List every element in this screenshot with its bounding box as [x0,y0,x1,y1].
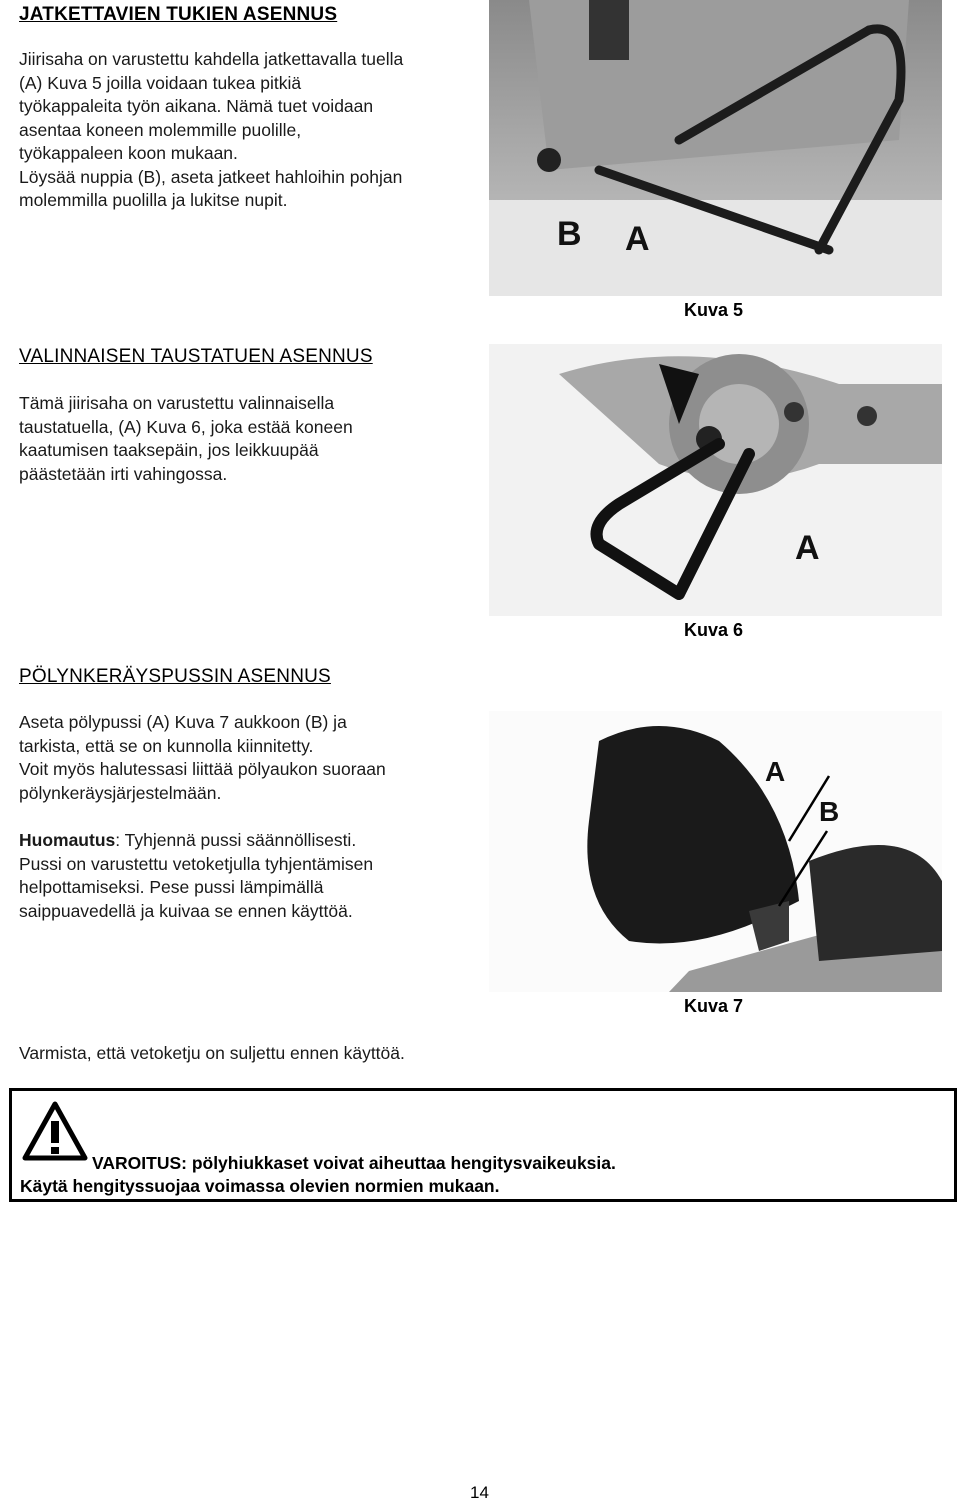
text-line: kaatumisen taaksepäin, jos leikkuupää [19,440,319,460]
figure-5-label-b: B [557,215,582,253]
text-line: Tämä jiirisaha on varustettu valinnaisella [19,393,335,413]
note-text: : Tyhjennä pussi säännöllisesti. [115,830,357,850]
figure-5-label-a: A [625,220,650,258]
text-line: Pussi on varustettu vetoketjulla tyhjentämisen [19,853,374,874]
section-text-extension-supports [19,48,489,213]
text-line: taustatuella, (A) Kuva 6, joka estää koneen [19,416,353,437]
text-line: työkappaleita työn aikana. Nämä tuet voidaan [19,96,374,116]
text-line: pölynkeräysjärjestelmään. [19,782,222,803]
warning-line-2: Käytä hengityssuojaa voimassa olevien normien mukaan. [20,1176,500,1196]
section-text-dust-bag [19,711,489,805]
section-heading-rear-support: VALINNAISEN TAUSTATUEN ASENNUS [19,346,373,367]
warning-box [9,1088,957,1202]
section-heading-dust-bag: PÖLYNKERÄYSPUSSIN ASENNUS [19,666,331,687]
text-line: työkappaleen koon mukaan. [19,143,238,163]
section-note-dust-bag [19,829,489,923]
text-line: päästetään irti vahingossa. [19,463,228,484]
text-line: helpottamiseksi. Pese pussi lämpimällä [19,877,324,897]
figure-6-caption: Kuva 6 [684,620,744,640]
text-line: Aseta pölypussi (A) Kuva 7 aukkoon (B) ja [19,712,347,732]
figure-6-photo [489,344,942,616]
figure-7-caption: Kuva 7 [684,996,744,1016]
text-line: Voit myös halutessasi liittää pölyaukon suoraan [19,759,386,779]
figure-7-label-a: A [765,756,786,787]
text-line: asentaa koneen molemmille puolille, [19,119,302,140]
figure-5-caption: Kuva 5 [684,300,744,320]
figure-7-photo [489,711,942,992]
section-text-rear-support [19,392,489,486]
zipper-note: Varmista, että vetoketju on suljettu ennen käyttöä. [19,1043,405,1063]
figure-6-label-a: A [795,529,820,567]
section-heading-extension-supports: JATKETTAVIEN TUKIEN ASENNUS [19,4,338,25]
text-line: molemmilla puolilla ja lukitse nupit. [19,190,288,210]
warning-triangle-icon [22,1101,88,1161]
text-line: Jiirisaha on varustettu kahdella jatkettavalla tuella [19,49,404,69]
text-line: (A) Kuva 5 joilla voidaan tukea pitkiä [19,72,302,93]
page-number: 14 [470,1483,489,1502]
figure-5-photo [489,0,942,296]
figure-7-label-b: B [819,796,840,827]
text-line: tarkista, että se on kunnolla kiinnitetty. [19,735,314,756]
text-line: Löysää nuppia (B), aseta jatkeet hahloihin pohjan [19,166,403,187]
text-line: saippuavedellä ja kuivaa se ennen käyttöä. [19,900,353,921]
warning-line-1: VAROITUS: pölyhiukkaset voivat aiheuttaa hengitysvaikeuksia. [92,1153,616,1173]
note-label: Huomautus [19,830,116,850]
note-first-line [19,829,489,853]
